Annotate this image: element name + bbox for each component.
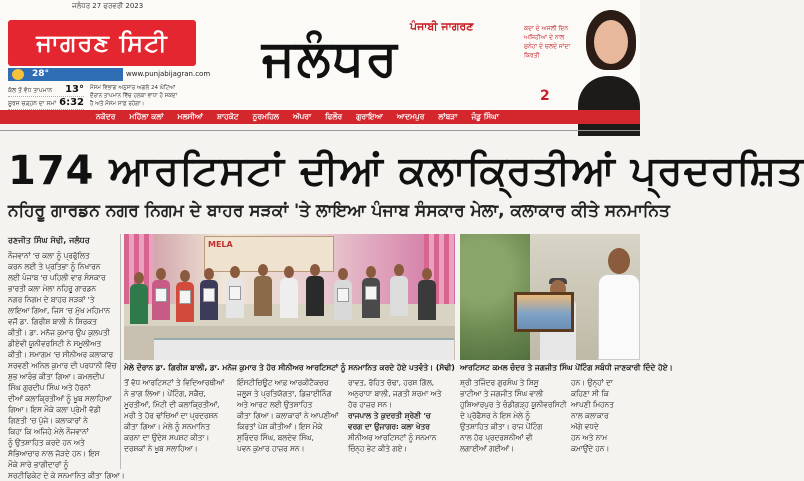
website-url: www.punjabijagran.com <box>126 70 211 78</box>
notice-line: ਮੌਸਮ ਵਿਭਾਗ ਅਨੁਸਾਰ ਅਗਲੇ 24 ਘੰਟਿਆਂ <box>90 85 176 91</box>
artist-painting-photo <box>460 234 640 360</box>
text-line: ਕਰਨ ਲਈ ਤੇ ਪ੍ਰਤਿਭਾ ਨੂੰ ਨਿਖਾਰਨ <box>8 262 101 271</box>
text-line: ਮੌਕੇ ਸਾਰੇ ਭਾਗੀਦਾਰਾਂ ਨੂੰ <box>8 460 69 469</box>
photo-banner-text: MELA <box>208 240 233 249</box>
main-photo-caption: ਮੇਲੇ ਦੌਰਾਨ ਡਾ. ਗਿਰੀਸ਼ ਬਾਲੀ, ਡਾ. ਮਨੋਜ ਕੁਮਾਰ ਤੇ ਹੋਰ ਸੀਨੀਅਰ ਆਰਟਿਸਟਾਂ ਨੂੰ ਸਨਮਾਨਿਤ ਕਰਦੇ ਹੋਏ ਪਤਵੰਤੇ। (ਸੋਢੀ) <box>124 363 455 372</box>
text-line: ਹਨ ਅਤੇ ਨਾਮ <box>571 433 608 442</box>
article-subheadline: ਨਹਿਰੂ ਗਾਰਡਨ ਨਗਰ ਨਿਗਮ ਦੇ ਬਾਹਰ ਸੜਕਾਂ 'ਤੇ ਲਾਇਆ ਪੰਜਾਬ ਸੰਸਕਾਰ ਮੇਲਾ, ਕਲਾਕਾਰ ਕੀਤੇ ਸਨਮਾਨਿਤ <box>8 201 670 221</box>
text-line: ਕਿਹਾ ਕਿ ਅਜਿਹੇ ਮੇਲੇ ਨੌਜਵਾਨਾਂ <box>8 427 89 436</box>
weather-strip <box>8 68 123 81</box>
bottom-column-4 <box>460 377 566 469</box>
person-torso <box>306 276 324 316</box>
person-head <box>204 268 214 280</box>
text-line: ਸਰਵਣੀ ਅਨਿਲ ਕੁਮਾਰ ਦੀ ਪਰਧਾਨੀ ਵਿੱਚ <box>8 361 117 370</box>
sun-row <box>8 84 84 97</box>
person-torso <box>280 278 298 318</box>
text-line: ਕਹਿਣਾ ਸੀ ਕਿ <box>571 389 609 398</box>
photo-artist <box>598 248 640 360</box>
text-line: ਡੀਏਵੀ ਯੂਨੀਵਰਸਿਟੀ ਨੇ ਸਮੂਲੀਅਤ <box>8 339 102 348</box>
person-head <box>134 272 144 284</box>
person-head <box>180 270 190 282</box>
left-column-text <box>8 250 125 480</box>
text-line: ਤੋਂ ਵੱਧ ਆਰਟਿਸਟਾਂ ਤੇ ਵਿਦਿਆਰਥੀਆਂ <box>124 378 225 387</box>
text-line: ਰਾਜਪਾਲ ਤੇ ਕੁਦਰਤੀ ਸ਼੍ਰੇਣੀ 'ਚ <box>348 411 431 420</box>
person-torso <box>130 284 148 324</box>
ribbon-item: ਫਿਲੌਰ <box>325 112 343 121</box>
text-line: ਗਿਆ। ਇਸ ਮੌਕੇ ਕਲਾ ਪ੍ਰੇਮੀ ਵੱਡੀ <box>8 405 101 414</box>
bottom-column-3 <box>348 377 454 469</box>
jagran-city-logo <box>8 20 196 66</box>
text-line: ਨੂੰ ਉਤਸ਼ਾਹਿਤ ਕਰਦੇ ਹਨ ਅਤੇ <box>8 438 85 447</box>
photo-table <box>154 338 454 360</box>
notice-line: ਦੌਰਾਨ ਤਾਪਮਾਨ ਵਿੱਚ ਹਲਕਾ ਵਾਧਾ ਹੋ ਸਕਦਾ <box>90 93 178 99</box>
page-number: 2 <box>540 88 550 104</box>
text-line: ਅਤੇ ਆਰਟ ਲਈ ਉਤਸ਼ਾਹਿਤ <box>237 400 313 409</box>
certificate-card <box>179 290 191 304</box>
ribbon-item: ਨਕੋਦਰ <box>96 112 116 121</box>
quote-line: ਸੁਨੇਹਾ ਦੇ ਚਲਦੇ ਜਾਂਦਾ <box>524 43 571 50</box>
ribbon-item: ਮਹਿੱਲਾ ਕਲਾਂ <box>129 112 164 121</box>
person-head <box>422 268 432 280</box>
text-line: ਰਾਵਤ, ਰੋਹਿਤ ਚੱਢਾ, ਹਰਸ਼ ਗਿੱਲ, <box>348 378 435 387</box>
text-line: ਨਗਰ ਨਿਗਮ ਦੇ ਬਾਹਰ ਸੜਕਾਂ 'ਤੇ <box>8 295 95 304</box>
main-event-photo <box>124 234 455 360</box>
text-line: ਵਜੋਂ ਡਾ. ਗਿਰੀਸ਼ ਬਾਲੀ ਨੇ ਸ਼ਿਰਕਤ <box>8 317 97 326</box>
certificate-card <box>365 286 377 300</box>
text-line: ਸੱਭਿਆਚਾਰ ਨਾਲ ਜੋੜਦੇ ਹਨ। ਇਸ <box>8 449 100 458</box>
notice-line: ਹੈ ਅਤੇ ਮੌਸਮ ਸਾਫ਼ ਰਹੇਗਾ। <box>90 101 145 107</box>
text-line: ਵਰਗ ਦਾ ਉਜਾਗਰ: ਕਲਾ ਖੇਤਰ <box>348 422 430 431</box>
text-line: ਹਨ। ਉਨ੍ਹਾਂ ਦਾ <box>571 378 613 387</box>
text-line: ਪਵਨ ਕੁਮਾਰ ਹਾਜ਼ਰ ਸਨ। <box>237 444 305 453</box>
text-line: ਚਿੰਨ੍ਹ ਭੇਟ ਕੀਤੇ ਗਏ। <box>348 444 408 453</box>
text-line: ਸੀਨੀਅਰ ਆਰਟਿਸਟਾਂ ਨੂੰ ਸਨਮਾਨ <box>348 433 437 442</box>
text-line: ਲਾਇਆ ਗਿਆ, ਜਿਸ 'ਚ ਮੁੱਖ ਮਹਿਮਾਨ <box>8 306 110 315</box>
sun-row-value: 13° <box>65 84 84 95</box>
text-line: ਕਮਾਉਂਦੇ ਹਨ। <box>571 444 610 453</box>
column-divider <box>120 234 121 469</box>
weather-temp: 28° <box>32 69 50 79</box>
city-title: ਜਲੰਧਰ <box>262 29 399 87</box>
text-line: ਅੱਗੇ ਵਧਦੇ <box>571 422 599 431</box>
article-headline: 174 ਆਰਟਿਸਟਾਂ ਦੀਆਂ ਕਲਾਕ੍ਰਿਤੀਆਂ ਪ੍ਰਦਰਸ਼ਿਤ <box>8 148 804 194</box>
ribbon-item: ਗੁਰਾਇਆ <box>356 112 383 121</box>
text-line: ਕੀਤੀ। ਸਮਾਗਮ 'ਚ ਸੀਨੀਅਰ ਕਲਾਕਾਰ <box>8 350 113 359</box>
punjabi-jagran-label: ਪੰਜਾਬੀ ਜਾਗਰਣ <box>410 20 474 33</box>
person-head <box>258 264 268 276</box>
ribbon-item: ਆਦਮਪੁਰ <box>396 112 425 121</box>
text-line: ਹੁਸ਼ਿਆਰਪੁਰ ਤੇ ਚੰਡੀਗੜ੍ਹ ਯੂਨੀਵਰਸਿਟੀ <box>460 400 567 409</box>
sun-row-value: 6:32 <box>59 97 84 108</box>
text-line: ਸਰਟੀਫਿਕੇਟ ਦੇ ਕੇ ਸਨਮਾਨਿਤ ਕੀਤਾ ਗਿਆ। <box>8 471 125 480</box>
certificate-card <box>203 288 215 302</box>
text-line: ਨਾਲ ਹੋਰ ਪ੍ਰਦਰਸ਼ਨੀਆਂ ਵੀ <box>460 433 533 442</box>
person-head <box>156 268 166 280</box>
ribbon-item: ਨੂਰਮਹਿਲ <box>252 112 280 121</box>
text-line: ਸੁਰਿੰਦਰ ਸਿੰਘ, ਬਲਦੇਵ ਸਿੰਘ, <box>237 433 314 442</box>
text-line: ਉਤਸ਼ਾਹਿਤ ਕੀਤਾ। ਰਾਜ ਪੇਂਟਿੰਗ <box>460 422 543 431</box>
text-line: ਜਲੂਸ ਤੇ ਪ੍ਰਤਿਯੋਗਤਾ, ਡਿਜ਼ਾਈਨਿੰਗ <box>237 389 332 398</box>
certificate-card <box>155 288 167 302</box>
text-line: ਨੌਜਵਾਨਾਂ 'ਚ ਕਲਾ ਨੂੰ ਪ੍ਰਫੁੱਲਿਤ <box>8 251 90 260</box>
quote-line: ਕਦਾ ਦੇ ਅਸਲੀ ਦਿਨ <box>524 25 569 32</box>
person-head <box>230 266 240 278</box>
text-line: ਕੀਤੀ। ਡਾ. ਮਨੋਜ ਕੁਮਾਰ ਉਪ ਕੁਲਪਤੀ <box>8 328 110 337</box>
portrait-body <box>578 76 640 136</box>
text-line: ਅਨੁਰਾਧਾ ਬਾਲੀ, ਜਗਤੀ ਸ਼ਰਮਾ ਅਤੇ <box>348 389 442 398</box>
person-head <box>284 266 294 278</box>
text-line: ਲਗਾਈਆਂ ਗਈਆਂ। <box>460 444 514 453</box>
ribbon-item: ਅੱਪਰਾ <box>293 112 312 121</box>
ribbon-item: ਲਾਂਬੜਾ <box>438 112 458 121</box>
person-head <box>338 268 348 280</box>
ribbon-item: ਸ਼ਾਹਕੋਟ <box>216 112 239 121</box>
text-line: ਇੰਸਟੀਚਿਊਟ ਆਫ਼ ਆਰਕੀਟੈਕਚਰ <box>237 378 329 387</box>
portrait-photo <box>578 6 640 124</box>
logo-text: ਜਾਗਰਣ ਸਿਟੀ <box>36 29 168 57</box>
text-line: ਸਿੰਘ ਗੁਰਦੀਪ ਸਿੰਘ ਅਤੇ ਹੋਰਨਾਂ <box>8 383 91 392</box>
sun-cloud-icon <box>12 69 24 80</box>
bottom-column-5 <box>571 377 640 469</box>
text-line: ਲਈ ਪੰਜਾਬ 'ਚ ਪਹਿਲੀ ਵਾਰ ਸੰਸਕਾਰ <box>8 273 106 282</box>
text-line: ਦਰਸ਼ਕਾਂ ਨੇ ਖੂਬ ਸਲਾਹਿਆ। <box>124 444 198 453</box>
sun-row <box>8 97 84 110</box>
text-line: ਕਰਨਾ ਦਾ ਉਦੇਸ਼ ਸਪਸ਼ਟ ਕੀਤਾ। <box>124 433 210 442</box>
text-line: ਸ਼੍ਰੀ ਤਜਿੰਦਰ ਗੁਰਸੰਘ ਤੇ ਸ਼ਿਸੂ <box>460 378 539 387</box>
portrait-face <box>594 20 628 64</box>
text-line: ਮਰੀ ਤੇ ਹੋਰ ਢਾਂਚਿਆਂ ਦਾ ਪ੍ਰਦਰਸ਼ਨ <box>124 411 218 420</box>
issue-date: ਜਲੰਧਰ 27 ਫਰਵਰੀ 2023 <box>72 2 144 10</box>
sun-row-label: ਸੂਰਜ ਚੜ੍ਹਨ ਦਾ ਸਮਾਂ <box>8 100 57 107</box>
text-line: ਨਾਲ ਕਲਾਕਾਰ <box>571 411 609 420</box>
person-torso <box>390 276 408 316</box>
text-line: ਭਾਰਤੀ ਕਲਾ ਮੇਲਾ ਨਹਿਰੂ ਗਾਰਡਨ <box>8 284 96 293</box>
person-head <box>394 264 404 276</box>
ribbon-item: ਜੰਡੂ ਸਿੰਘਾ <box>471 112 499 121</box>
artist-head <box>608 248 630 274</box>
text-line: ਸ਼ੁਭ ਆਰੰਭ ਕੀਤਾ ਗਿਆ। ਕਮਲਦੀਪ <box>8 372 105 381</box>
person-head <box>366 266 376 278</box>
weather-notice <box>90 84 214 108</box>
person-torso <box>254 276 272 316</box>
right-photo-caption: ਆਰਟਿਸਟ ਕਮਲ ਚੰਦਰ ਤੇ ਜਗਜੀਤ ਸਿੰਘ ਪੇਂਟਿੰਗ ਸਬੰਧੀ ਜਾਣਕਾਰੀ ਦਿੰਦੇ ਹੋਏ। <box>460 363 673 372</box>
ribbon-item: ਮਲਸੀਆਂ <box>177 112 203 121</box>
bottom-column-1 <box>124 377 232 469</box>
text-line: ਮੂਰਤੀਆਂ, ਮਿੱਟੀ ਦੀ ਕਲਾਕ੍ਰਿਤੀਆਂ, <box>124 400 220 409</box>
text-line: ਨੇ ਭਾਗ ਲਿਆ। ਪੇਂਟਿੰਗ, ਸਕੈਚ, <box>124 389 206 398</box>
text-line: ਦੇ ਪ੍ਰੋਫੈਸਰ ਨੇ ਇਸ ਮੇਲੇ ਨੂੰ <box>460 411 531 420</box>
sun-row-label: ਕੱਲ ਤੋਂ ਵੱਧ ਤਾਪਮਾਨ <box>8 87 53 94</box>
text-line: ਆਪਣੀ ਮਿਹਨਤ <box>571 400 614 409</box>
person-torso <box>418 280 436 320</box>
artist-torso <box>598 274 640 360</box>
article-byline: ਰਣਜੀਤ ਸਿੰਘ ਸੋਢੀ, ਜਲੰਧਰ <box>8 236 90 245</box>
quote-line: ਅਜਿਹੀਆਂ ਦੇ ਨਾਲ <box>524 34 565 41</box>
text-line: ਦੀਆਂ ਕਲਾਕ੍ਰਿਤੀਆਂ ਨੂੰ ਖੂਬ ਸਲਾਹਿਆ <box>8 394 112 403</box>
person-head <box>310 264 320 276</box>
town-ribbon <box>0 110 640 124</box>
text-line: ਹੋਰ ਹਾਜ਼ਰ ਸਨ। <box>348 400 392 409</box>
text-line: ਭਾਟੀਆ ਤੇ ਜਗਜੀਤ ਸਿੰਘ ਵਾਲੀ <box>460 389 544 398</box>
bottom-column-2 <box>237 377 343 469</box>
text-line: ਕੀਤਾ ਗਿਆ। ਕਲਾਕਾਰਾਂ ਨੇ ਆਪਣੀਆਂ <box>237 411 339 420</box>
painting-frame <box>514 292 574 332</box>
certificate-card <box>337 288 349 302</box>
text-line: ਕੀਤਾ ਗਿਆ। ਮੇਲੇ ਨੂੰ ਸਨਮਾਨਿਤ <box>124 422 210 431</box>
quote-line: ਕਿਰਤੀ <box>524 52 540 59</box>
text-line: ਗਿਣਤੀ 'ਚ ਪੁੱਜੇ। ਕਲਾਕਾਰਾਂ ਨੇ <box>8 416 88 425</box>
masthead-divider <box>0 130 640 131</box>
text-line: ਕਿਰਤਾਂ ਪੇਸ਼ ਕੀਤੀਆਂ। ਇਸ ਮੌਕੇ <box>237 422 323 431</box>
masthead <box>0 0 640 124</box>
certificate-card <box>229 286 241 300</box>
